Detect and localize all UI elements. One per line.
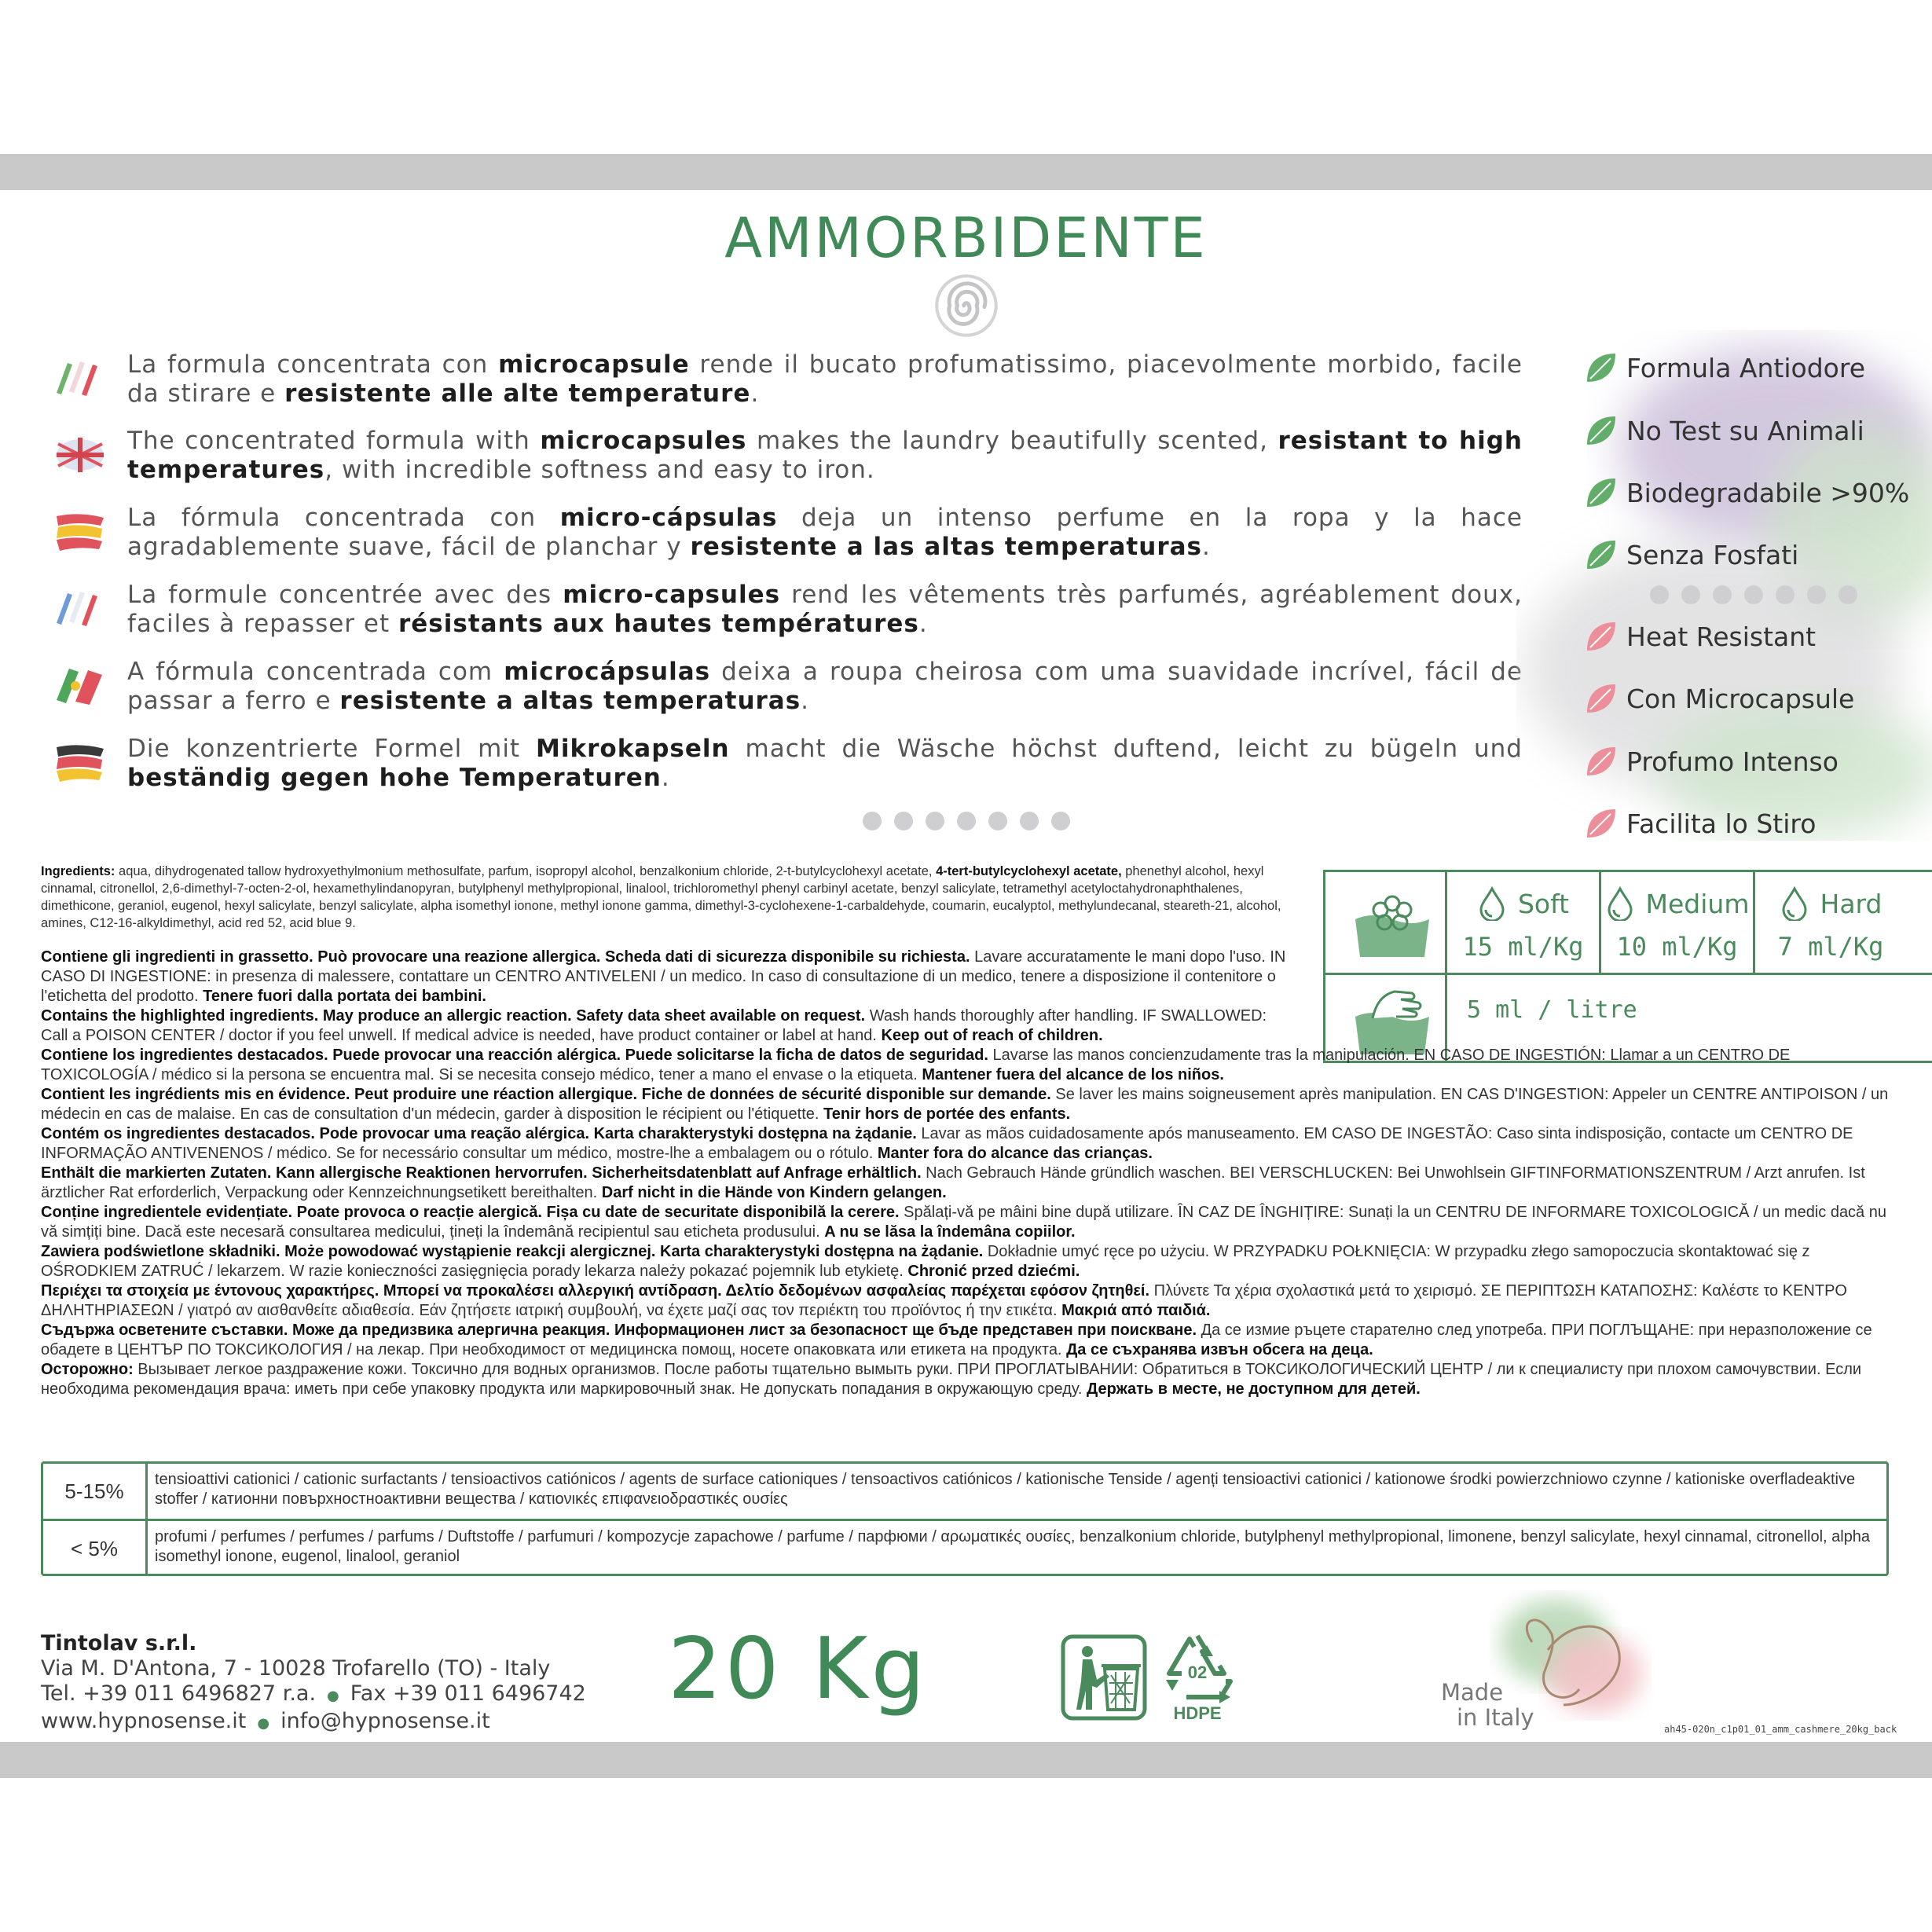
svg-text:02: 02 (1187, 1663, 1208, 1682)
lang-block-fr (52, 581, 1529, 643)
leaf-icon (1584, 619, 1619, 654)
italy-flag-icon (52, 355, 108, 402)
water-drop-icon (1477, 886, 1507, 921)
dose-hard: Hard 7 ml/Kg (1755, 872, 1906, 973)
company-website[interactable]: www.hypnosense.it (41, 1709, 247, 1733)
warning-it: Contiene gli ingredienti in grassetto. Può provocare una reazione allergica. Scheda dati di sicurezza disponibile su richiesta. Lavare accuratamente le mani dopo l'uso. IN CASO DI INGESTIONE: in presenza di malessere, contattare un CENTRO ANTIVELENI / un medico. In caso di consultazione di un medico, tenere a disposizione il contenitore o l'etichetta del prodotto. Tenere fuori dalla portata dei bambini. (41, 948, 1286, 1005)
dispose-in-bin-icon (1061, 1634, 1147, 1721)
warning-en: Contains the highlighted ingredients. May produce an allergic reaction. Safety data sheet available on request. Wash hands thoroughly after handling. IF SWALLOWED: Call a POISON CENTER / doctor if you feel unwell. If medical advice is needed, have product container or label at hand. Keep out of reach of children. (41, 1007, 1267, 1044)
warning-el: Περιέχει τα στοιχεία με έντονους χαρακτήρες. Μπορεί να προκαλέσει αλλεργική αντίδραση. Δελτίο δεδομένων ασφαλείας παρέχεται εφόσον ζητηθεί. Πλύνετε Τα χέρια σχολαστικά μετά το χειρισμό. ΣΕ ΠΕΡΙΠΤΩΣΗ ΚΑΤΑΠΟΣΗΣ: Καλέστε το ΚΕΝΤΡΟ ΔΗΛΗΤΗΡΙΑΣΕΩΝ / γιατρό αν αισθανθείτε αδιαθεσία. Εάν ζητήσετε ιατρική συμβουλή, να έχετε μαζί σας τον περιέκτη του προϊόντος ή την ετικέτα. Μακριά από παιδιά. (41, 1282, 1847, 1319)
germany-flag-icon (52, 739, 108, 786)
leaf-icon (1584, 350, 1619, 385)
lang-text-pt: A fórmula concentrada com microcápsulas deixa a roupa cheirosa com uma suavidade incrível, fácil de passar a ferro e resistente a altas temperaturas. (127, 658, 1523, 715)
recycle-icon (1158, 1630, 1237, 1705)
feature-green-2: Biodegradabile >90% (1584, 469, 1909, 516)
company-name: Tintolav s.r.l. (41, 1631, 197, 1655)
composition-row: 5-15% tensioattivi cationici / cationic surfactants / tensioactivos catiónicos / agents de surface cationiques / tensoactivos catiónicos / kationische Tenside / agenți tensioactivi cationici / kationowe środki powierzchniowo czynne / kationiske overfladeaktive stoffer / катионни повърхностноактивни вещества / κατιονικές επιφανειοδραστικές ουσίες (64, 1471, 1856, 1508)
warning-es: Contiene los ingredientes destacados. Puede provocar una reacción alérgica. Puede solicitarse la ficha de datos de seguridad. Lavarse las manos concienzudamente tras la manipulación. EN CASO DE INGESTIÓN: Llamar a un CENTRO DE TOXICOLOGÍA / médico si la persona se encuentra mal. Si se necesita consejo médico, tener a mano el envase o la etiqueta. Mantener fuera del alcance de los niños. (41, 1047, 1791, 1083)
feature-green-1: No Test su Animali (1584, 407, 1864, 454)
composition-row: < 5% profumi / perfumes / perfumes / parfums / Duftstoffe / parfumuri / kompozycje zapachowe / parfume / парфюми / αρωματικές ουσίες, benzalkonium chloride, butylphenyl methylpropional, limonene, benzyl salicylate, hexyl cinnamal, citronellol, alpha isomethyl ionone, eugenol, linalool, geraniol (71, 1528, 1871, 1565)
feature-green-3: Senza Fosfati (1584, 531, 1798, 578)
lang-block-pt (52, 658, 1529, 720)
leaf-icon (1584, 475, 1619, 510)
recycle-material-label: HDPE (1173, 1703, 1222, 1723)
dose-medium: Medium 10 ml/Kg (1601, 872, 1753, 973)
dose-soft: Soft 15 ml/Kg (1447, 872, 1599, 973)
leaf-icon (1584, 681, 1619, 716)
ingredients-list: Ingredients: aqua, dihydrogenated tallow hydroxyethylmonium methosulfate, parfum, isopropyl alcohol, benzalkonium chloride, 2-t-butylcyclohexyl acetate, 4-tert-butylcyclohexyl acetate, phenethyl alcohol, hexyl cinnamal, citronellol, 2,6-dimethyl-7-octen-2-ol, hexamethylindanopyran, butylphenyl methylpropional, linalool, trichloromethyl phenyl carbinyl acetate, benzyl salicylate, tetramethyl acetyloctahydronaphthalenes, dimethicone, geraniol, eugenol, hexyl salicylate, benzyl salicylate, alpha isomethyl ionone, methyl ionone gamma, dimethyl-3-cyclohexene-1-carbaldehyde, coumarin, eucalyptol, methylundecanal, steareth-21, alcohol, amines, C12-16-alkyldimethyl, acid red 52, acid blue 9. (41, 864, 1281, 930)
uk-flag-icon (52, 431, 108, 478)
leaf-icon (1584, 744, 1619, 779)
water-drop-icon (1605, 886, 1635, 921)
recycle-symbol (1158, 1630, 1237, 1724)
warning-ru: Осторожно: Вызывает легкое раздражение кожи. Токсично для водных организмов. После работы тщательно вымыть руки. ПРИ ПРОГЛАТЫВАНИИ: Обратиться в ТОКСИКОЛОГИЧЕСКИЙ ЦЕНТР / ли к специалисту при плохом самочувствии. Если необходима рекомендация врача: иметь при себе упаковку продукта или маркировочный знак. Не допускать попадания в окружающую среду. Держать в месте, не доступном для детей. (41, 1361, 1862, 1398)
warning-pl: Zawiera podświetlone składniki. Może powodować wystąpienie reakcji alergicznej. Karta charakterystyki dostępna na żądanie. Dokładnie umyć ręce po użyciu. W PRZYPADKU POŁKNIĘCIA: W przypadku złego samopoczucia skontaktować się z OŚRODKIEM ZATRUĆ / lekarzem. W razie konieczności zasięgnięcia porady lekarza należy pokazać pojemnik lub etykietę. Chronić przed dziećmi. (41, 1243, 1810, 1280)
spain-flag-icon (52, 508, 108, 555)
lang-text-es: La fórmula concentrada con micro-cápsulas deja un intenso perfume en la ropa y la hace agradablemente suave, fácil de planchar y resistente a las altas temperaturas. (127, 504, 1523, 561)
feature-pink-2: Profumo Intenso (1584, 738, 1839, 785)
top-band (0, 154, 1932, 190)
company-email[interactable]: info@hypnosense.it (280, 1709, 490, 1733)
lang-block-en (52, 427, 1529, 489)
lang-text-fr: La formule concentrée avec des micro-capsules rend les vêtements très parfumés, agréablement doux, faciles à repasser et résistants aux hautes températures. (127, 581, 1523, 638)
bottom-band (0, 1742, 1932, 1778)
feature-pink-0: Heat Resistant (1584, 613, 1816, 660)
leaf-icon (1584, 413, 1619, 448)
composition-table (41, 1461, 1889, 1576)
features-separator-dots (1650, 585, 1857, 604)
product-title: AMMORBIDENTE (724, 206, 1208, 270)
lang-text-en: The concentrated formula with microcapsules makes the laundry beautifully scented, resistant to high temperatures, with incredible softness and easy to iron. (127, 427, 1523, 484)
leaf-icon (1584, 537, 1619, 572)
leaf-icon (1584, 806, 1619, 841)
lang-text-it: La formula concentrata con microcapsule rende il bucato profumatissimo, piacevolmente morbido, facile da stirare e resistente alle alte temperature. (127, 350, 1523, 408)
made-in-italy-text: Made in Italy (1441, 1679, 1534, 1731)
feature-green-0: Formula Antiodore (1584, 344, 1865, 391)
net-weight: 20 Kg (668, 1620, 929, 1718)
warning-ro: Conține ingredientele evidențiate. Poate provoca o reacție alergică. Fișa cu date de securitate disponibilă la cerere. Spălați-vă pe mâini bine după utilizare. ÎN CAZ DE ÎNGHIȚIRE: Sunați la un CENTRU DE INFORMARE TOXICOLOGICĂ / un medic dacă nu vă simțiți bine. Dacă este necesară consultarea medicului, țineți la îndemână recipientul sau eticheta produsului. A nu se lăsa la îndemâna copiilor. (41, 1204, 1886, 1241)
hand-wash-dose: 5 ml / litre (1467, 996, 1637, 1024)
warning-bg: Съдържа осветените съставки. Може да предизвика алергична реакция. Информационен лист за безопасност ще бъде представен при поискване. Да се измие ръцете старателно след употреба. ПРИ ПОГЛЪЩАНЕ: при неразположение се обадете в ЦЕНТЪР ПО ТОКСИКОЛОГИЯ / на лекар. При необходимост от медицинска помощ, носете опаковката или етикета на продукта. Да се съхранява извън обсега на деца. (41, 1322, 1872, 1358)
water-drop-icon (1780, 886, 1809, 921)
lang-block-it (52, 350, 1529, 413)
warning-pt: Contém os ingredientes destacados. Pode provocar uma reação alérgica. Karta charakterystyki dostępna na żądanie. Lavar as mãos cuidadosamente após manuseamento. EM CASO DE INGESTÃO: Caso sinta indisposição, contacte um CENTRO DE INFORMAÇÃO ANTIVENENOS / médico. Se for necessário consultar um médico, mostre-lhe a embalagem ou o rótulo. Manter fora do alcance das crianças. (41, 1125, 1853, 1162)
swirl-icon (934, 273, 999, 338)
france-flag-icon (52, 585, 108, 632)
warning-de: Enthält die markierten Zutaten. Kann allergische Reaktionen hervorrufen. Sicherheitsdatenblatt auf Anfrage erhältlich. Nach Gebrauch Hände gründlich waschen. BEI VERSCHLUCKEN: Bei Unwohlsein GIFTINFORMATIONSZENTRUM / Arzt anrufen. Ist ärztlicher Rat erforderlich, Verpackung oder Kennzeichnungsetikett bereithalten. Darf nicht in die Hände von Kindern gelangen. (41, 1164, 1865, 1201)
company-fax: Fax +39 011 6496742 (350, 1681, 586, 1706)
warning-fr: Contient les ingrédients mis en évidence. Peut produire une réaction allergique. Fiche de données de sécurité disponible sur demande. Se laver les mains soigneusement après manipulation. EN CAS D'INGESTION: Appeler un CENTRE ANTIPOISON / un médecin en cas de malaise. En cas de consultation d'un médecin, garder à disposition le récipient ou l'étiquette. Tenir hors de portée des enfants. (41, 1086, 1889, 1123)
lang-block-de (52, 735, 1529, 797)
portugal-flag-icon (52, 662, 108, 709)
feature-pink-1: Con Microcapsule (1584, 675, 1854, 722)
product-code: ah45-020n_c1p01_01_amm_cashmere_20kg_back (1664, 1724, 1897, 1735)
separator-dots (863, 812, 1070, 830)
company-info: Tintolav s.r.l. Via M. D'Antona, 7 - 10028 Trofarello (TO) - Italy Tel. +39 011 6496827 r.a. ● Fax +39 011 6496742 www.hypnosense.it ● info@hypnosense.it (41, 1631, 586, 1733)
lang-text-de: Die konzentrierte Formel mit Mikrokapseln macht die Wäsche höchst duftend, leicht zu bügeln und beständig gegen hohe Temperaturen. (127, 735, 1523, 792)
company-address: Via M. D'Antona, 7 - 10028 Trofarello (TO) - Italy (41, 1656, 551, 1681)
feature-pink-3: Facilita lo Stiro (1584, 800, 1816, 847)
lang-block-es (52, 504, 1529, 566)
safety-warnings (41, 948, 1889, 1399)
company-tel: Tel. +39 011 6496827 r.a. (41, 1681, 317, 1706)
